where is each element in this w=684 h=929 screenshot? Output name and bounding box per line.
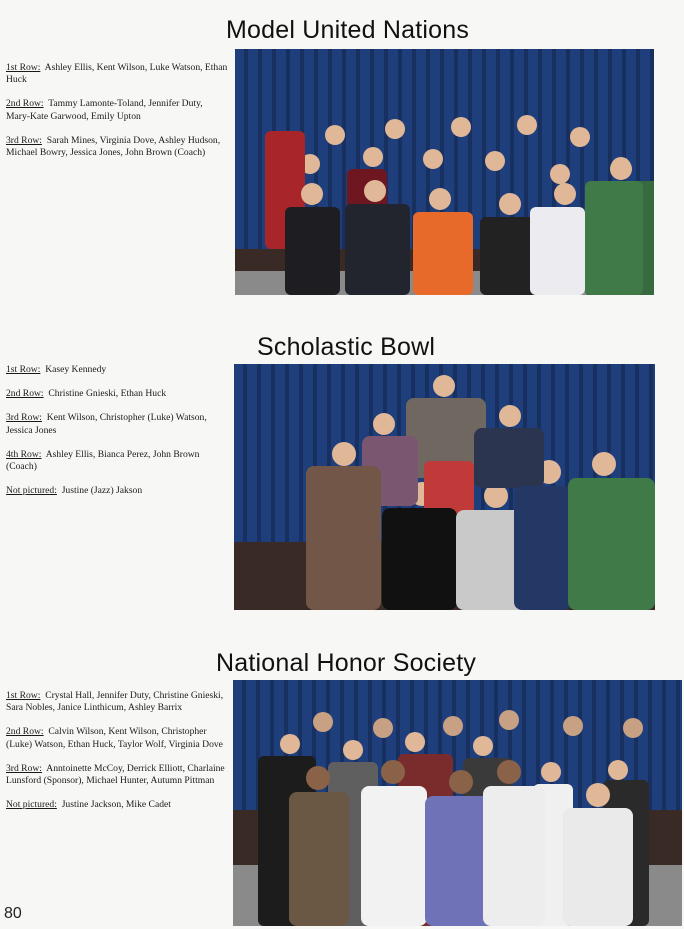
caption-nhs [6,690,228,823]
caption-row [6,364,228,376]
page-number: 80 [4,905,22,922]
row-label: 3rd Row: [6,412,42,424]
caption-model-un [6,62,228,171]
photo-illustration [234,364,655,610]
row-names: Ashley Ellis, Kent Wilson, Luke Watson, Ethan Huck [6,62,228,86]
caption-row [6,690,228,714]
row-label: 2nd Row: [6,98,44,110]
row-label: 1st Row: [6,364,41,375]
group-photo-scholastic-bowl [234,364,655,610]
row-names: Sarah Mines, Virginia Dove, Ashley Hudson, Michael Bowry, Jessica Jones, John Brown (Coach) [6,134,221,159]
caption-row [6,726,228,750]
caption-row [6,412,228,436]
row-label: 1st Row: [6,62,41,73]
caption-scholastic-bowl [6,364,228,509]
row-label: 1st Row: [6,690,41,701]
row-names: Kasey Kennedy [45,364,107,375]
row-names: Justine (Jazz) Jakson [61,485,143,497]
row-label: 4th Row: [6,448,42,460]
row-names: Christine Gnieski, Ethan Huck [48,388,167,400]
row-label: Not pictured: [6,799,57,811]
row-names: Tammy Lamonte-Toland, Jennifer Duty, Mary-Kate Garwood, Emily Upton [6,98,203,122]
section-title-model-un: Model United Nations [226,16,470,44]
caption-row [6,763,228,787]
caption-row [6,62,228,86]
group-photo-model-un [235,49,654,295]
row-names: Justine Jackson, Mike Cadet [61,799,171,811]
row-names: Crystal Hall, Jennifer Duty, Christine Gnieski, Sara Nobles, Janice Linthicum, Ashley Barrix [6,690,224,714]
caption-row [6,388,228,400]
caption-row [6,98,228,122]
row-label: 2nd Row: [6,726,44,738]
photo-illustration [233,680,682,926]
row-names: Anntoinette McCoy, Derrick Elliott, Charlaine Lunsford (Sponsor), Michael Hunter, Autumn Pittman [6,762,225,787]
row-label: 3rd Row: [6,762,42,774]
row-names: Calvin Wilson, Kent Wilson, Christopher (Luke) Watson, Ethan Huck, Taylor Wolf, Virginia Dove [6,726,223,750]
section-title-nhs: National Honor Society [216,649,477,677]
row-label: 2nd Row: [6,388,44,400]
caption-row [6,485,228,497]
row-label: Not pictured: [6,485,57,497]
caption-row [6,449,228,473]
section-title-scholastic-bowl: Scholastic Bowl [257,333,436,361]
group-photo-nhs [233,680,682,926]
caption-row [6,799,228,811]
caption-row [6,135,228,159]
row-label: 3rd Row: [6,134,42,146]
row-names: Ashley Ellis, Bianca Perez, John Brown (Coach) [6,448,200,473]
photo-illustration [235,49,654,295]
row-names: Kent Wilson, Christopher (Luke) Watson, Jessica Jones [6,412,207,436]
